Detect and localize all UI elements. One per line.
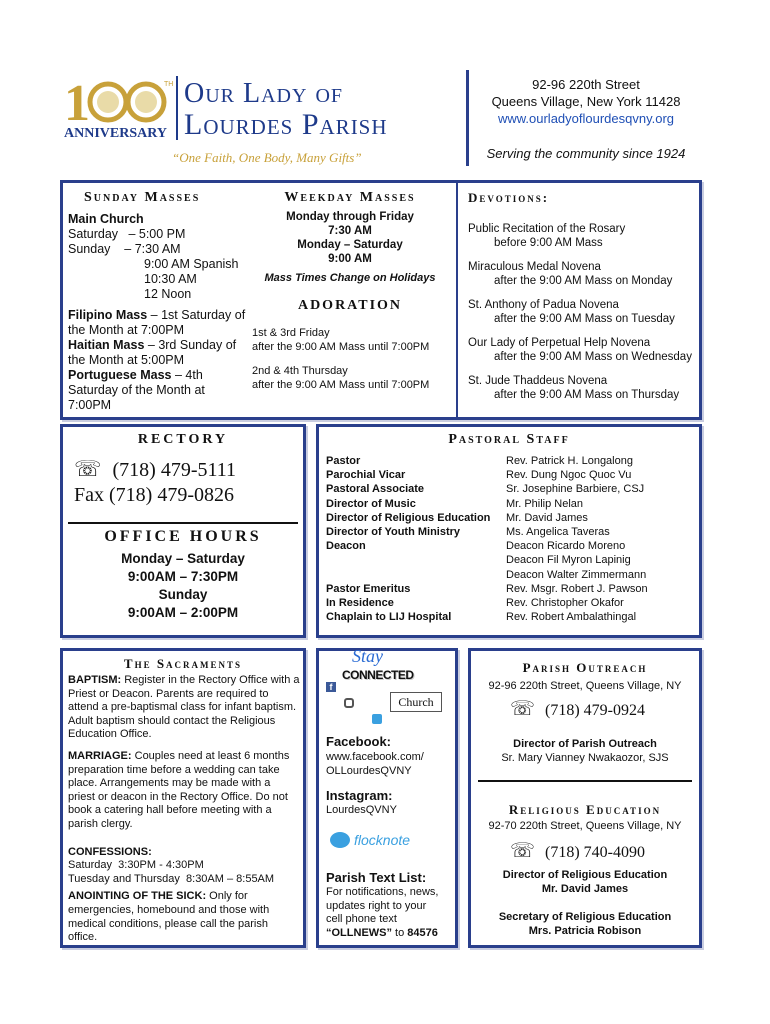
- address-line1: 92-96 220th Street: [532, 77, 640, 92]
- devotions-divider: [456, 183, 458, 418]
- text-list-l2: updates right to your: [326, 899, 427, 912]
- main-church-label: Main Church: [68, 212, 144, 226]
- phone-icon: ☏: [510, 840, 536, 862]
- re-director-name: Mr. David James: [541, 883, 629, 895]
- sign-icon: [372, 714, 382, 724]
- adoration-title: ADORATION: [297, 298, 403, 313]
- logo-divider: [176, 76, 178, 140]
- serving-since: Serving the community since 1924: [486, 146, 686, 161]
- connected-text: CONNECTED: [342, 668, 414, 682]
- phone-icon: ☏: [74, 456, 102, 481]
- staff-names: Rev. Patrick H. Longalong Rev. Dung Ngoc Quoc Vu Sr. Josephine Barbiere, CSJ Mr. Philip Nelan Mr. David James Ms. Angelica Taveras Deacon Ricardo Moreno Deacon Fil Myron Lapinig Deacon Walter Zimmermann Rev. Msgr. Robert J. Pawson Rev. Christopher Okafor Rev. Robert Ambalathingal: [506, 455, 648, 624]
- text-list-l1: For notifications, news,: [326, 886, 439, 898]
- facebook-title: Facebook:: [326, 734, 392, 749]
- facebook-url-2[interactable]: OLLourdesQVNY: [326, 765, 412, 777]
- devotion-item: St. Jude Thaddeus Novena after the 9:00 AM Mass on Thursday: [468, 375, 680, 401]
- staff-roles-2: Pastor Emeritus In Residence Chaplain to LIJ Hospital: [326, 583, 452, 624]
- website-link[interactable]: www.ourladyoflourdesqvny.org: [497, 111, 675, 126]
- weekday-l4: 9:00 AM: [328, 253, 372, 265]
- phone-icon: ☏: [510, 698, 536, 720]
- motto: “One Faith, One Body, Many Gifts”: [172, 150, 362, 165]
- adoration-l1: 1st & 3rd Friday: [252, 327, 330, 339]
- outreach-box: [468, 648, 702, 948]
- devotion-item: Miraculous Medal Novena after the 9:00 AM Mass on Monday: [468, 261, 673, 287]
- devotion-item: St. Anthony of Padua Novena after the 9:00 AM Mass on Tuesday: [468, 299, 675, 325]
- devotion-item: Our Lady of Perpetual Help Novena after the 9:00 AM Mass on Wednesday: [468, 337, 692, 363]
- parish-name-line1: Our Lady of: [184, 78, 344, 109]
- devotions-title: Devotions:: [468, 190, 550, 205]
- re-secretary-name: Mrs. Patricia Robison: [528, 925, 642, 937]
- text-list-l3: cell phone text: [326, 913, 397, 925]
- marriage-text: MARRIAGE: Couples need at least 6 months preparation time before a wedding can take place. Arrangements may be made with a priest or deacon in the Rectory Office. Do not book a catering hall before meeting with a parish clergy.: [68, 749, 290, 830]
- re-phone: ☏ (718) 740-4090: [510, 840, 645, 862]
- outreach-phone: ☏ (718) 479-0924: [510, 698, 645, 720]
- devotions-list: [468, 222, 698, 402]
- text-list-title: Parish Text List:: [326, 870, 427, 885]
- sacraments-title: The Sacraments: [123, 656, 243, 671]
- rectory-rule: [68, 522, 298, 524]
- religious-education-title: Religious Education: [508, 802, 662, 817]
- pastoral-staff-title: Pastoral Staff: [448, 432, 570, 447]
- facebook-icon[interactable]: f: [326, 682, 336, 692]
- outreach-address: 92-96 220th Street, Queens Village, NY: [488, 680, 682, 692]
- devotion-item: Public Recitation of the Rosary before 9:00 AM Mass: [468, 223, 626, 249]
- rectory-title: RECTORY: [137, 432, 229, 447]
- re-address: 92-70 220th Street, Queens Village, NY: [488, 820, 682, 832]
- weekday-l2: 7:30 AM: [328, 225, 372, 237]
- adoration-l2: after the 9:00 AM Mass until 7:00PM: [252, 341, 430, 353]
- confessions-label: CONFESSIONS:: [68, 845, 152, 858]
- hours-l2: 9:00AM – 7:30PM: [127, 569, 239, 584]
- weekday-l1: Monday through Friday: [286, 211, 414, 223]
- office-hours-title: OFFICE HOURS: [104, 528, 262, 545]
- adoration-l3: 2nd & 4th Thursday: [252, 365, 348, 377]
- rectory-phone: ☏ (718) 479-5111: [74, 456, 237, 481]
- text-list-l4: “OLLNEWS” to 84576: [326, 926, 438, 939]
- church-label: Church: [390, 692, 442, 712]
- adoration-l4: after the 9:00 AM Mass until 7:00PM: [252, 379, 430, 391]
- baptism-text: BAPTISM: Register in the Rectory Office with a Priest or Deacon. Parents are required to attend a pre-baptismal class for infant baptism. Adult baptism should contact the Religious Education Office.: [68, 674, 300, 741]
- sunday-masses-title: Sunday Masses: [84, 190, 201, 205]
- flocknote-text: flocknote: [354, 832, 411, 848]
- outreach-director-title: Director of Parish Outreach: [513, 738, 657, 750]
- re-secretary-title: Secretary of Religious Education: [498, 911, 672, 923]
- instagram-handle[interactable]: LourdesQVNY: [326, 804, 397, 816]
- filipino-mass: Filipino Mass – 1st Saturday of the Month at 7:00PM: [68, 308, 246, 337]
- svg-text:1: 1: [64, 75, 90, 132]
- instagram-icon[interactable]: [344, 698, 354, 708]
- logo: [64, 72, 176, 144]
- holiday-note: Mass Times Change on Holidays: [264, 272, 436, 284]
- outreach-title: Parish Outreach: [522, 660, 648, 675]
- parish-name-line2: Lourdes Parish: [184, 108, 388, 141]
- hours-l1: Monday – Saturday: [121, 551, 245, 566]
- svg-text:TH: TH: [164, 81, 174, 88]
- mass-time-1030: 10:30 AM: [144, 272, 197, 286]
- hours-l3: Sunday: [158, 587, 208, 602]
- confession-time-2: Tuesday and Thursday 8:30AM – 8:55AM: [68, 872, 275, 885]
- confession-time-1: Saturday 3:30PM - 4:30PM: [68, 859, 204, 872]
- address-line2: Queens Village, New York 11428: [491, 94, 681, 109]
- haitian-mass: Haitian Mass – 3rd Sunday of the Month at 5:00PM: [68, 338, 237, 367]
- header-divider: [466, 70, 469, 166]
- outreach-director-name: Sr. Mary Vianney Nwakaozor, SJS: [501, 752, 669, 764]
- mass-time-sunday: Sunday – 7:30 AM: [68, 242, 181, 256]
- instagram-title: Instagram:: [326, 788, 393, 803]
- outreach-rule: [478, 780, 692, 782]
- mass-time-saturday: Saturday – 5:00 PM: [68, 227, 186, 241]
- weekday-l3: Monday – Saturday: [297, 239, 403, 251]
- portuguese-mass: Portuguese Mass – 4th Saturday of the Month at 7:00PM: [68, 368, 205, 412]
- stay-text: Stay: [352, 646, 383, 666]
- mass-time-spanish: 9:00 AM Spanish: [144, 257, 239, 271]
- re-director-title: Director of Religious Education: [502, 869, 668, 881]
- rectory-fax: Fax (718) 479-0826: [74, 484, 234, 506]
- facebook-url-1[interactable]: www.facebook.com/: [326, 751, 424, 763]
- anointing-text: ANOINTING OF THE SICK: Only for emergencies, homebound and those with medical conditions, please call the parish office.: [68, 890, 270, 944]
- flocknote-icon: [330, 832, 350, 848]
- mass-time-noon: 12 Noon: [144, 287, 192, 301]
- hours-l4: 9:00AM – 2:00PM: [127, 605, 239, 620]
- anniversary-text: ANNIVERSARY: [64, 126, 167, 141]
- weekday-masses-title: Weekday Masses: [284, 190, 416, 205]
- staff-roles: Pastor Parochial Vicar Pastoral Associate Director of Music Director of Religious Education Director of Youth Ministry Deacon: [326, 455, 491, 553]
